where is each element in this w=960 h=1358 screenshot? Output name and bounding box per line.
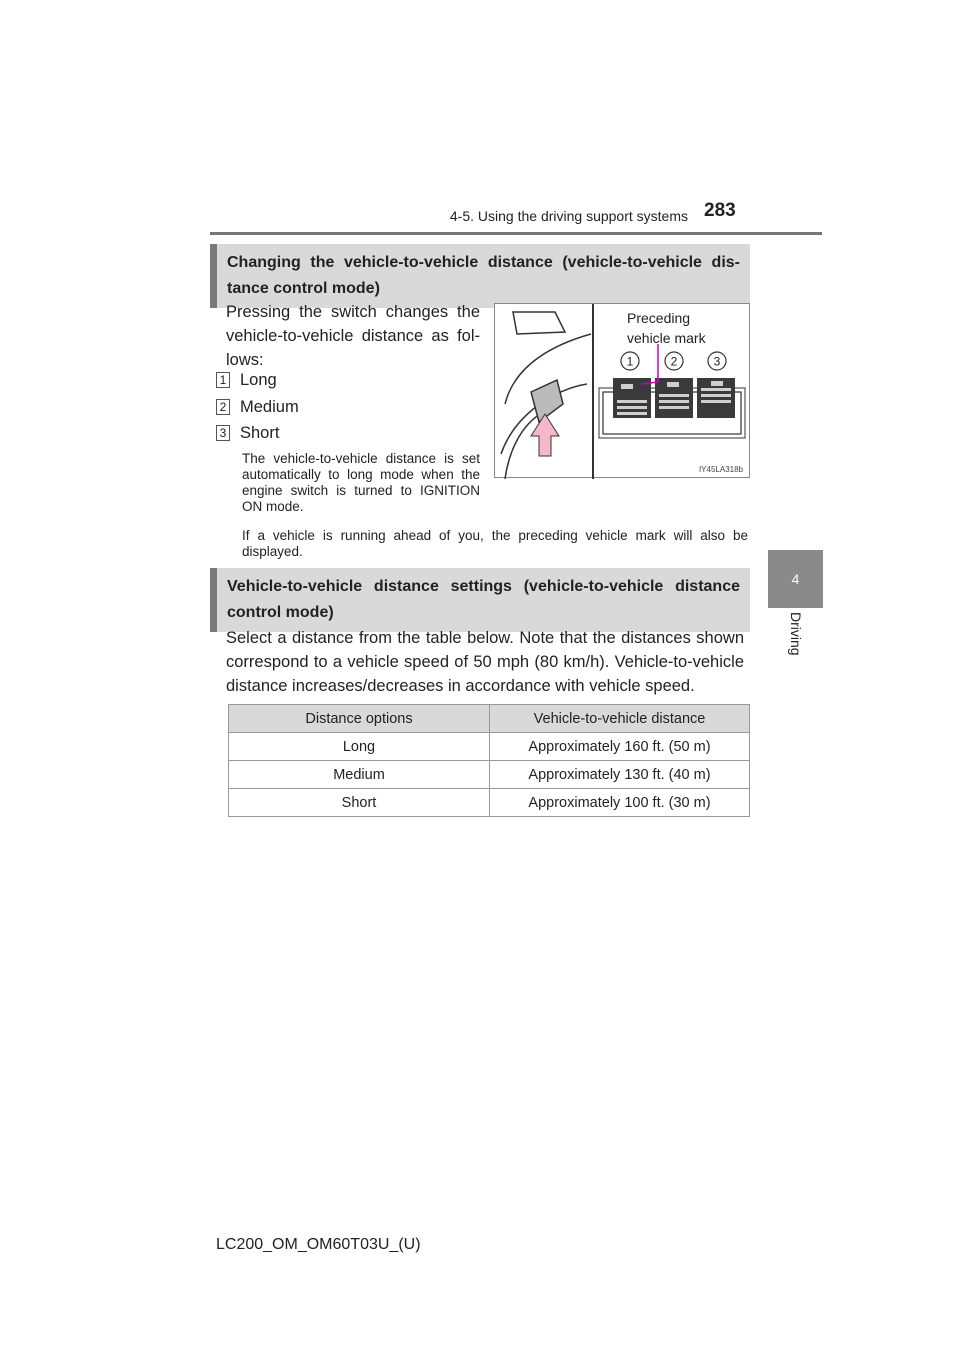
figure-code: IY45LA318b — [698, 465, 743, 474]
intro-paragraph: Pressing the switch changes the vehicle-to-vehicle distance as fol-lows: — [226, 303, 480, 369]
figure-caption — [627, 308, 706, 348]
table-row — [229, 733, 750, 761]
settings-paragraph: Select a distance from the table below. Note that the distances shown correspond to a vehicle speed of 50 mph (80 km/h). Vehicle-to-vehicle distance increases/decreases in accordance with vehicle speed. — [226, 629, 744, 695]
distance-table — [228, 704, 750, 817]
figure-illustration — [495, 304, 751, 479]
step-number-badge: 3 — [216, 425, 230, 441]
table-cell: Long — [229, 733, 490, 761]
list-item — [216, 422, 279, 444]
table-header-row — [229, 705, 750, 733]
running-header-section: 4-5. Using the driving support systems — [449, 208, 688, 224]
column-header: Vehicle-to-vehicle distance — [490, 705, 750, 733]
step-number-badge: 1 — [216, 372, 230, 388]
page-number: 283 — [704, 200, 736, 221]
footer-document-code: LC200_OM_OM60T03U_(U) — [216, 1236, 421, 1253]
section-heading-distance-settings: Vehicle-to-vehicle distance settings (vehicle-to-vehicle distance control mode) — [210, 568, 750, 632]
table-cell: Approximately 130 ft. (40 m) — [490, 761, 750, 789]
section-heading-changing-distance: Changing the vehicle-to-vehicle distance (vehicle-to-vehicle dis-tance control mode) — [210, 244, 750, 308]
table-cell: Short — [229, 789, 490, 817]
step-number-badge: 2 — [216, 399, 230, 415]
note-preceding-vehicle: If a vehicle is running ahead of you, the preceding vehicle mark will also be displayed. — [242, 528, 748, 559]
figure-caption-line: Preceding — [627, 310, 691, 326]
figure-caption-line: vehicle mark — [627, 330, 706, 346]
table-cell: Medium — [229, 761, 490, 789]
table-row — [229, 789, 750, 817]
table-cell: Approximately 100 ft. (30 m) — [490, 789, 750, 817]
figure-callout-1: 1 — [626, 354, 634, 369]
table-row — [229, 761, 750, 789]
column-header: Distance options — [229, 705, 490, 733]
list-item — [216, 369, 277, 391]
table-cell: Approximately 160 ft. (50 m) — [490, 733, 750, 761]
list-item-label: Medium — [240, 397, 299, 416]
header-divider — [210, 232, 822, 235]
list-item — [216, 396, 299, 418]
chapter-tab-number: 4 — [768, 550, 823, 608]
chapter-tab-label: Driving — [788, 612, 804, 656]
distance-switch-figure — [494, 303, 750, 478]
figure-callout-3: 3 — [713, 354, 721, 369]
figure-callout-2: 2 — [670, 354, 678, 369]
list-item-label: Short — [240, 423, 280, 442]
note-auto-long-mode: The vehicle-to-vehicle distance is set automatically to long mode when the engine switch is turned to IGNITION ON mode. — [242, 451, 480, 514]
list-item-label: Long — [240, 370, 277, 389]
